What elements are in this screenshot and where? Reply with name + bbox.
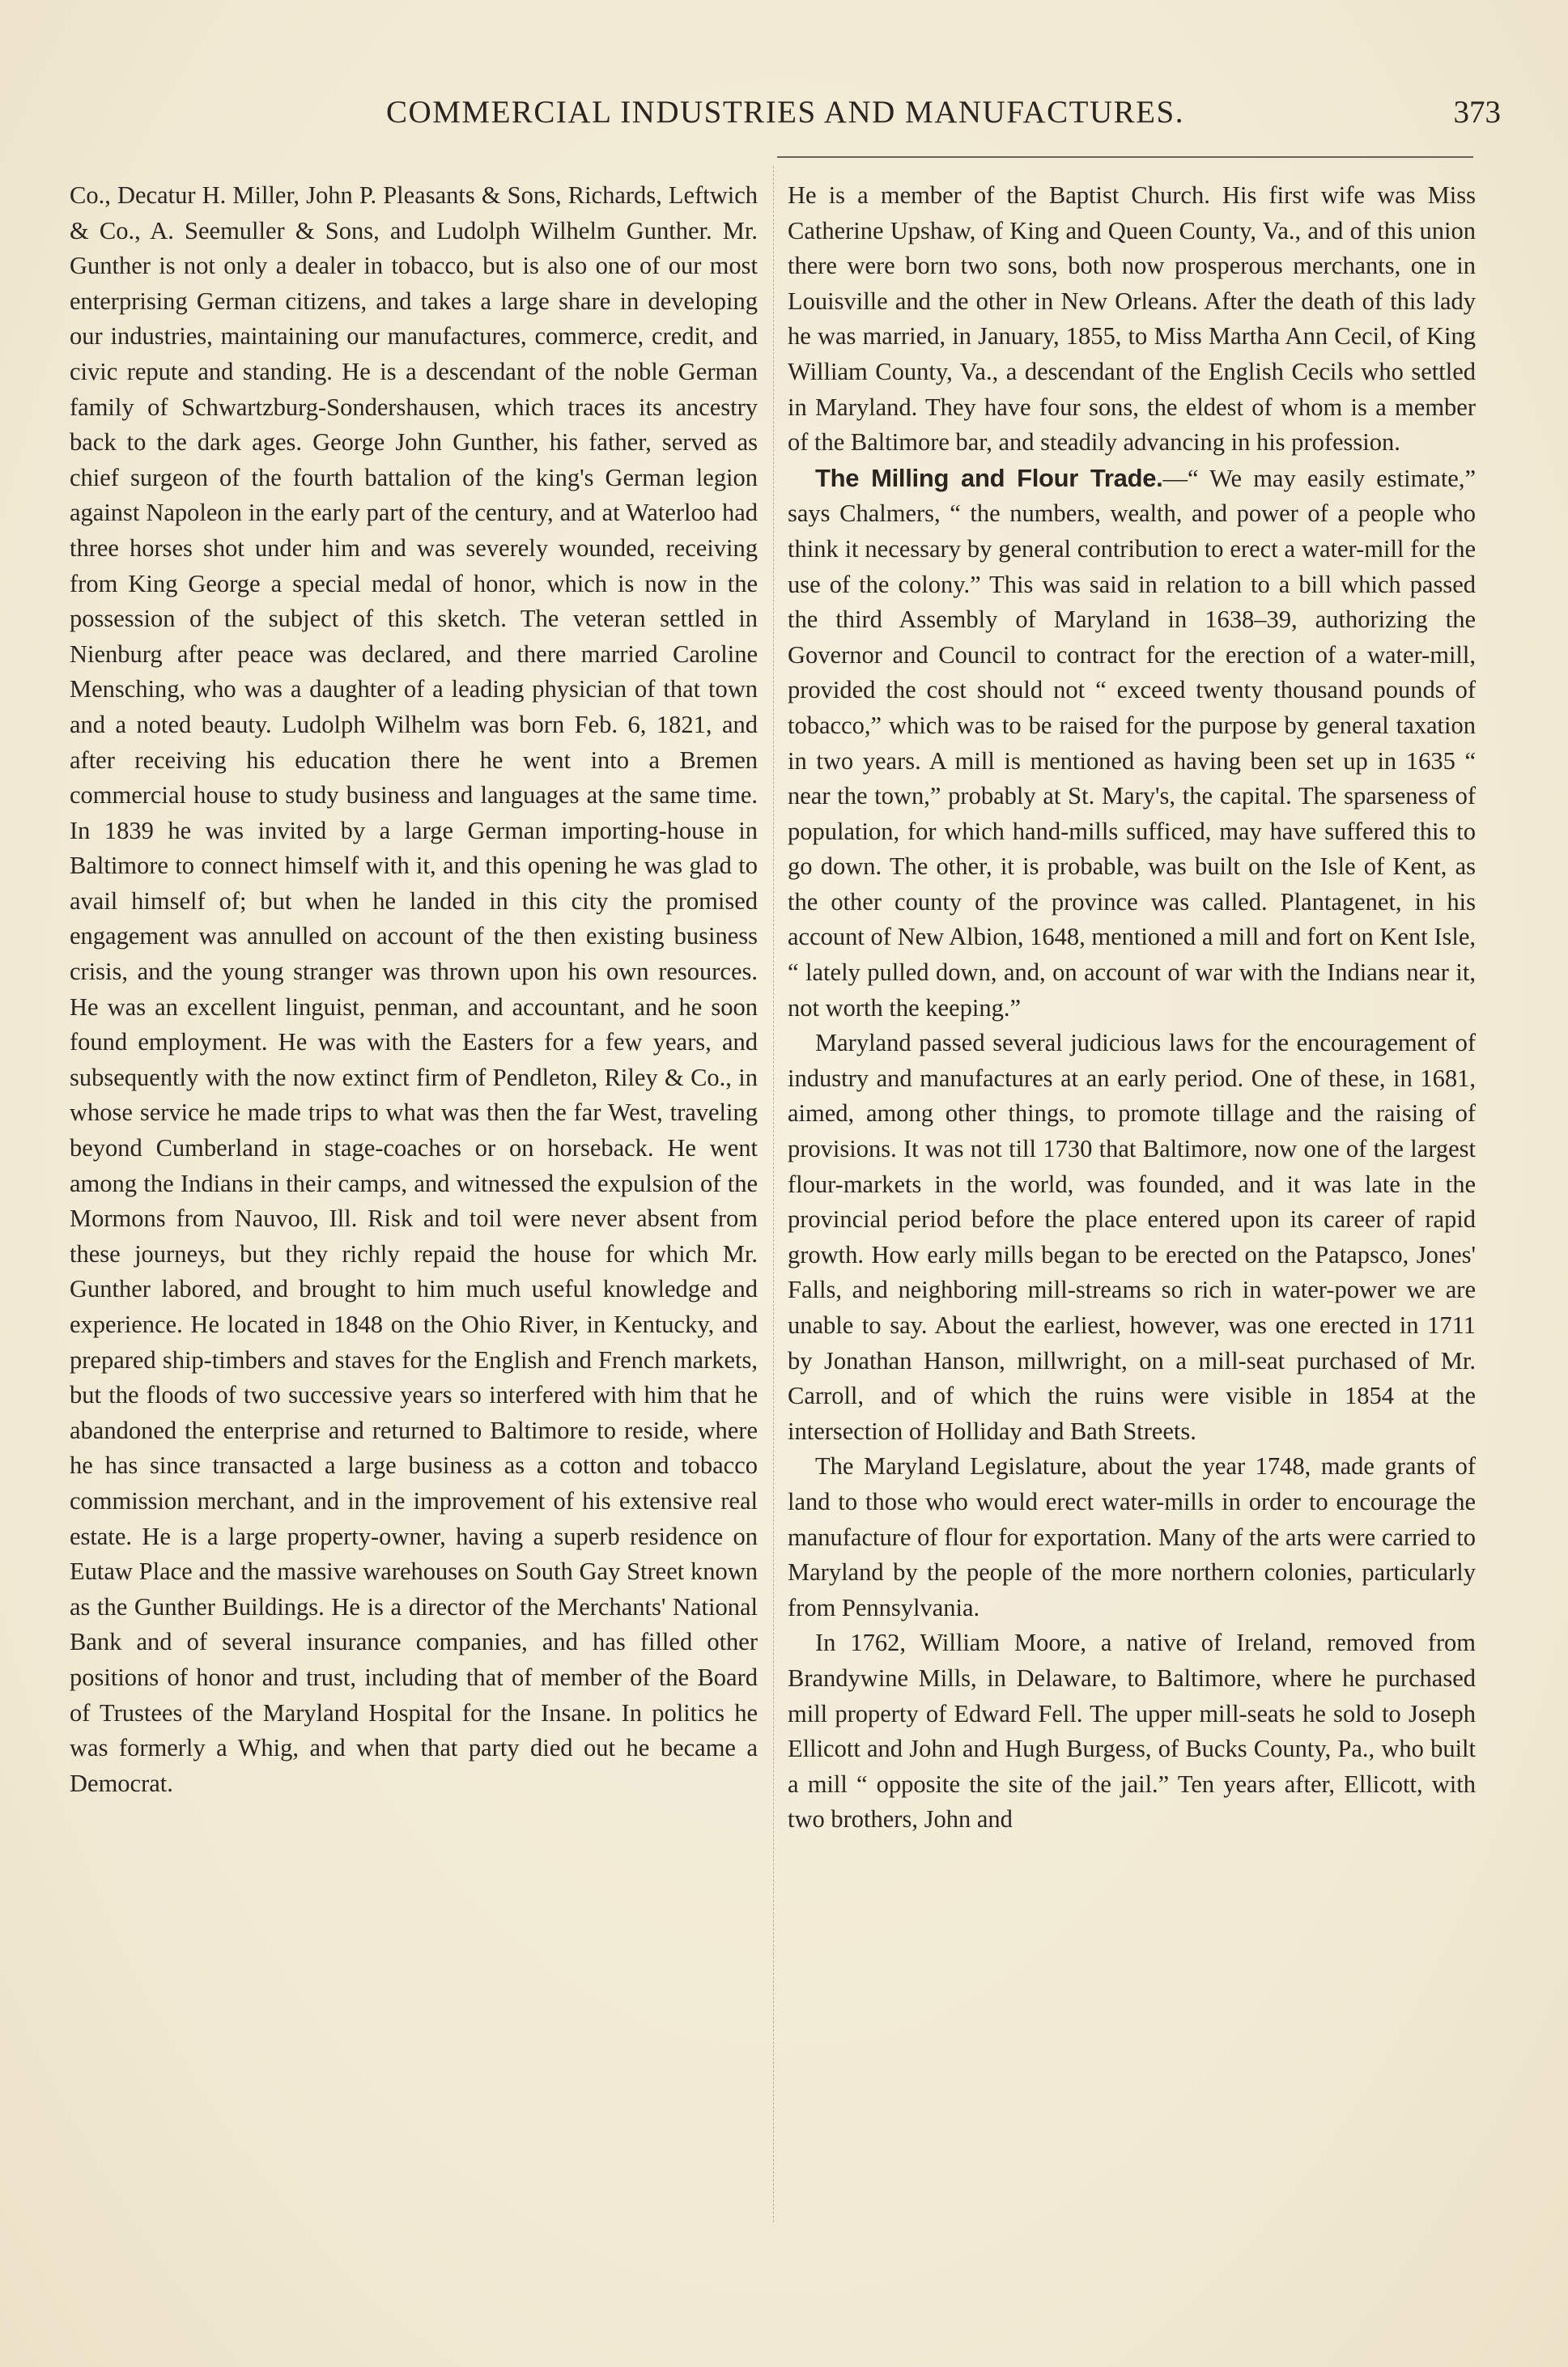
- page-number: 373: [1453, 95, 1501, 130]
- left-column: [70, 178, 758, 1801]
- right-column: [788, 178, 1476, 1838]
- right-paragraph-4: The Maryland Legislature, about the year 1748, made grants of land to those who would erect water-mills in order to encourage the manufacture of flour for exportation. Many of the arts were carried to Maryland by the people of the more northern colonies, particularly from Pennsylvania.: [788, 1452, 1476, 1621]
- right-paragraph-1: He is a member of the Baptist Church. His first wife was Miss Catherine Upshaw, of King and Queen County, Va., and of this union there were born two sons, both now prosperous merchants, one in Louisville and the other in New Orleans. After the death of this lady he was married, in January, 1855, to Miss Martha Ann Cecil, of King William County, Va., a descendant of the English Cecils who settled in Maryland. They have four sons, the eldest of whom is a member of the Baltimore bar, and steadily advancing in his profession.: [788, 181, 1476, 457]
- running-title: COMMERCIAL INDUSTRIES AND MANUFACTURES.: [386, 95, 1184, 130]
- milling-section-paragraph: [788, 461, 1476, 1026]
- column-divider: [773, 166, 774, 2222]
- section-heading-milling-flour-trade: The Milling and Flour Trade.: [815, 463, 1163, 492]
- right-paragraph-5: In 1762, William Moore, a native of Ireland, removed from Brandywine Mills, in Delaware, to Baltimore, where he purchased mill property of Edward Fell. The upper mill-seats he sold to Joseph Ellicott and John and Hugh Burgess, of Bucks County, Pa., who built a mill “ opposite the site of the jail.” Ten years after, Ellicott, with two brothers, John and: [788, 1629, 1476, 1834]
- header-rule: [777, 156, 1473, 158]
- right-paragraph-2: —“ We may easily estimate,” says Chalmers, “ the numbers, wealth, and power of a people who think it necessary by general contribution to erect a water-mill for the use of the colony.” This was said in relation to a bill which passed the third Assembly of Maryland in 1638–39, authorizing the Governor and Council to contract for the erection of a water-mill, provided the cost should not “ exceed twenty thousand pounds of tobacco,” which was to be raised for the purpose by general taxation in two years. A mill is mentioned as having been set up in 1635 “ near the town,” probably at St. Mary's, the capital. The sparseness of population, for which hand-mills sufficed, may have suffered this to go down. The other, it is probable, was built on the Isle of Kent, as the other county of the province was called. Plantagenet, in his account of New Albion, 1648, mentioned a mill and fort on Kent Isle, “ lately pulled down, and, on account of war with the Indians near it, not worth the keeping.”: [788, 464, 1477, 1022]
- running-head: [65, 91, 1506, 139]
- left-paragraph-1: Co., Decatur H. Miller, John P. Pleasants & Sons, Richards, Leftwich & Co., A. Seemuller & Sons, and Ludolph Wilhelm Gunther. Mr. Gunther is not only a dealer in tobacco, but is also one of our most enterprising German citizens, and takes a large share in developing our industries, maintaining our manufactures, commerce, credit, and civic repute and standing. He is a descendant of the noble German family of Schwartzburg-Sondershausen, which traces its ancestry back to the dark ages. George John Gunther, his father, served as chief surgeon of the fourth battalion of the king's German legion against Napoleon in the early part of the century, and at Waterloo had three horses shot under him and was severely wounded, receiving from King George a special medal of honor, which is now in the possession of the subject of this sketch. The veteran settled in Nienburg after peace was declared, and there married Caroline Mensching, who was a daughter of a leading physician of that town and a noted beauty. Ludolph Wilhelm was born Feb. 6, 1821, and after receiving his education there he went into a Bremen commercial house to study business and languages at the same time. In 1839 he was invited by a large German importing-house in Baltimore to connect himself with it, and this opening he was glad to avail himself of; but when he landed in this city the promised engagement was annulled on account of the then existing business crisis, and the young stranger was thrown upon his own resources. He was an excellent linguist, penman, and accountant, and he soon found employment. He was with the Easters for a few years, and subsequently with the now extinct firm of Pendleton, Riley & Co., in whose service he made trips to what was then the far West, traveling beyond Cumberland in stage-coaches or on horseback. He went among the Indians in their camps, and witnessed the expulsion of the Mormons from Nauvoo, Ill. Risk and toil were never absent from these journeys, but they richly repaid the house for which Mr. Gunther labored, and brought to him much useful knowledge and experience. He located in 1848 on the Ohio River, in Kentucky, and prepared ship-timbers and staves for the English and French markets, but the floods of two successive years so interfered with him that he abandoned the enterprise and returned to Baltimore to reside, where he has since transacted a large business as a cotton and tobacco commission merchant, and in the improvement of his extensive real estate. He is a large property-owner, having a superb residence on Eutaw Place and the massive warehouses on South Gay Street known as the Gunther Buildings. He is a director of the Merchants' National Bank and of several insurance companies, and has filled other positions of honor and trust, including that of member of the Board of Trustees of the Maryland Hospital for the Insane. In politics he was formerly a Whig, and when that party died out he became a Democrat.: [70, 181, 758, 1797]
- right-paragraph-3: Maryland passed several judicious laws for the encouragement of industry and manufactures at an early period. One of these, in 1681, aimed, among other things, to promote tillage and the raising of provisions. It was not till 1730 that Baltimore, now one of the largest flour-markets in the world, was founded, and it was late in the provincial period before the place entered upon its career of rapid growth. How early mills began to be erected on the Patapsco, Jones' Falls, and neighboring mill-streams so rich in water-power we are unable to say. About the earliest, however, was one erected in 1711 by Jonathan Hanson, millwright, on a mill-seat purchased of Mr. Carroll, and of which the ruins were visible in 1854 at the intersection of Holliday and Bath Streets.: [788, 1029, 1476, 1445]
